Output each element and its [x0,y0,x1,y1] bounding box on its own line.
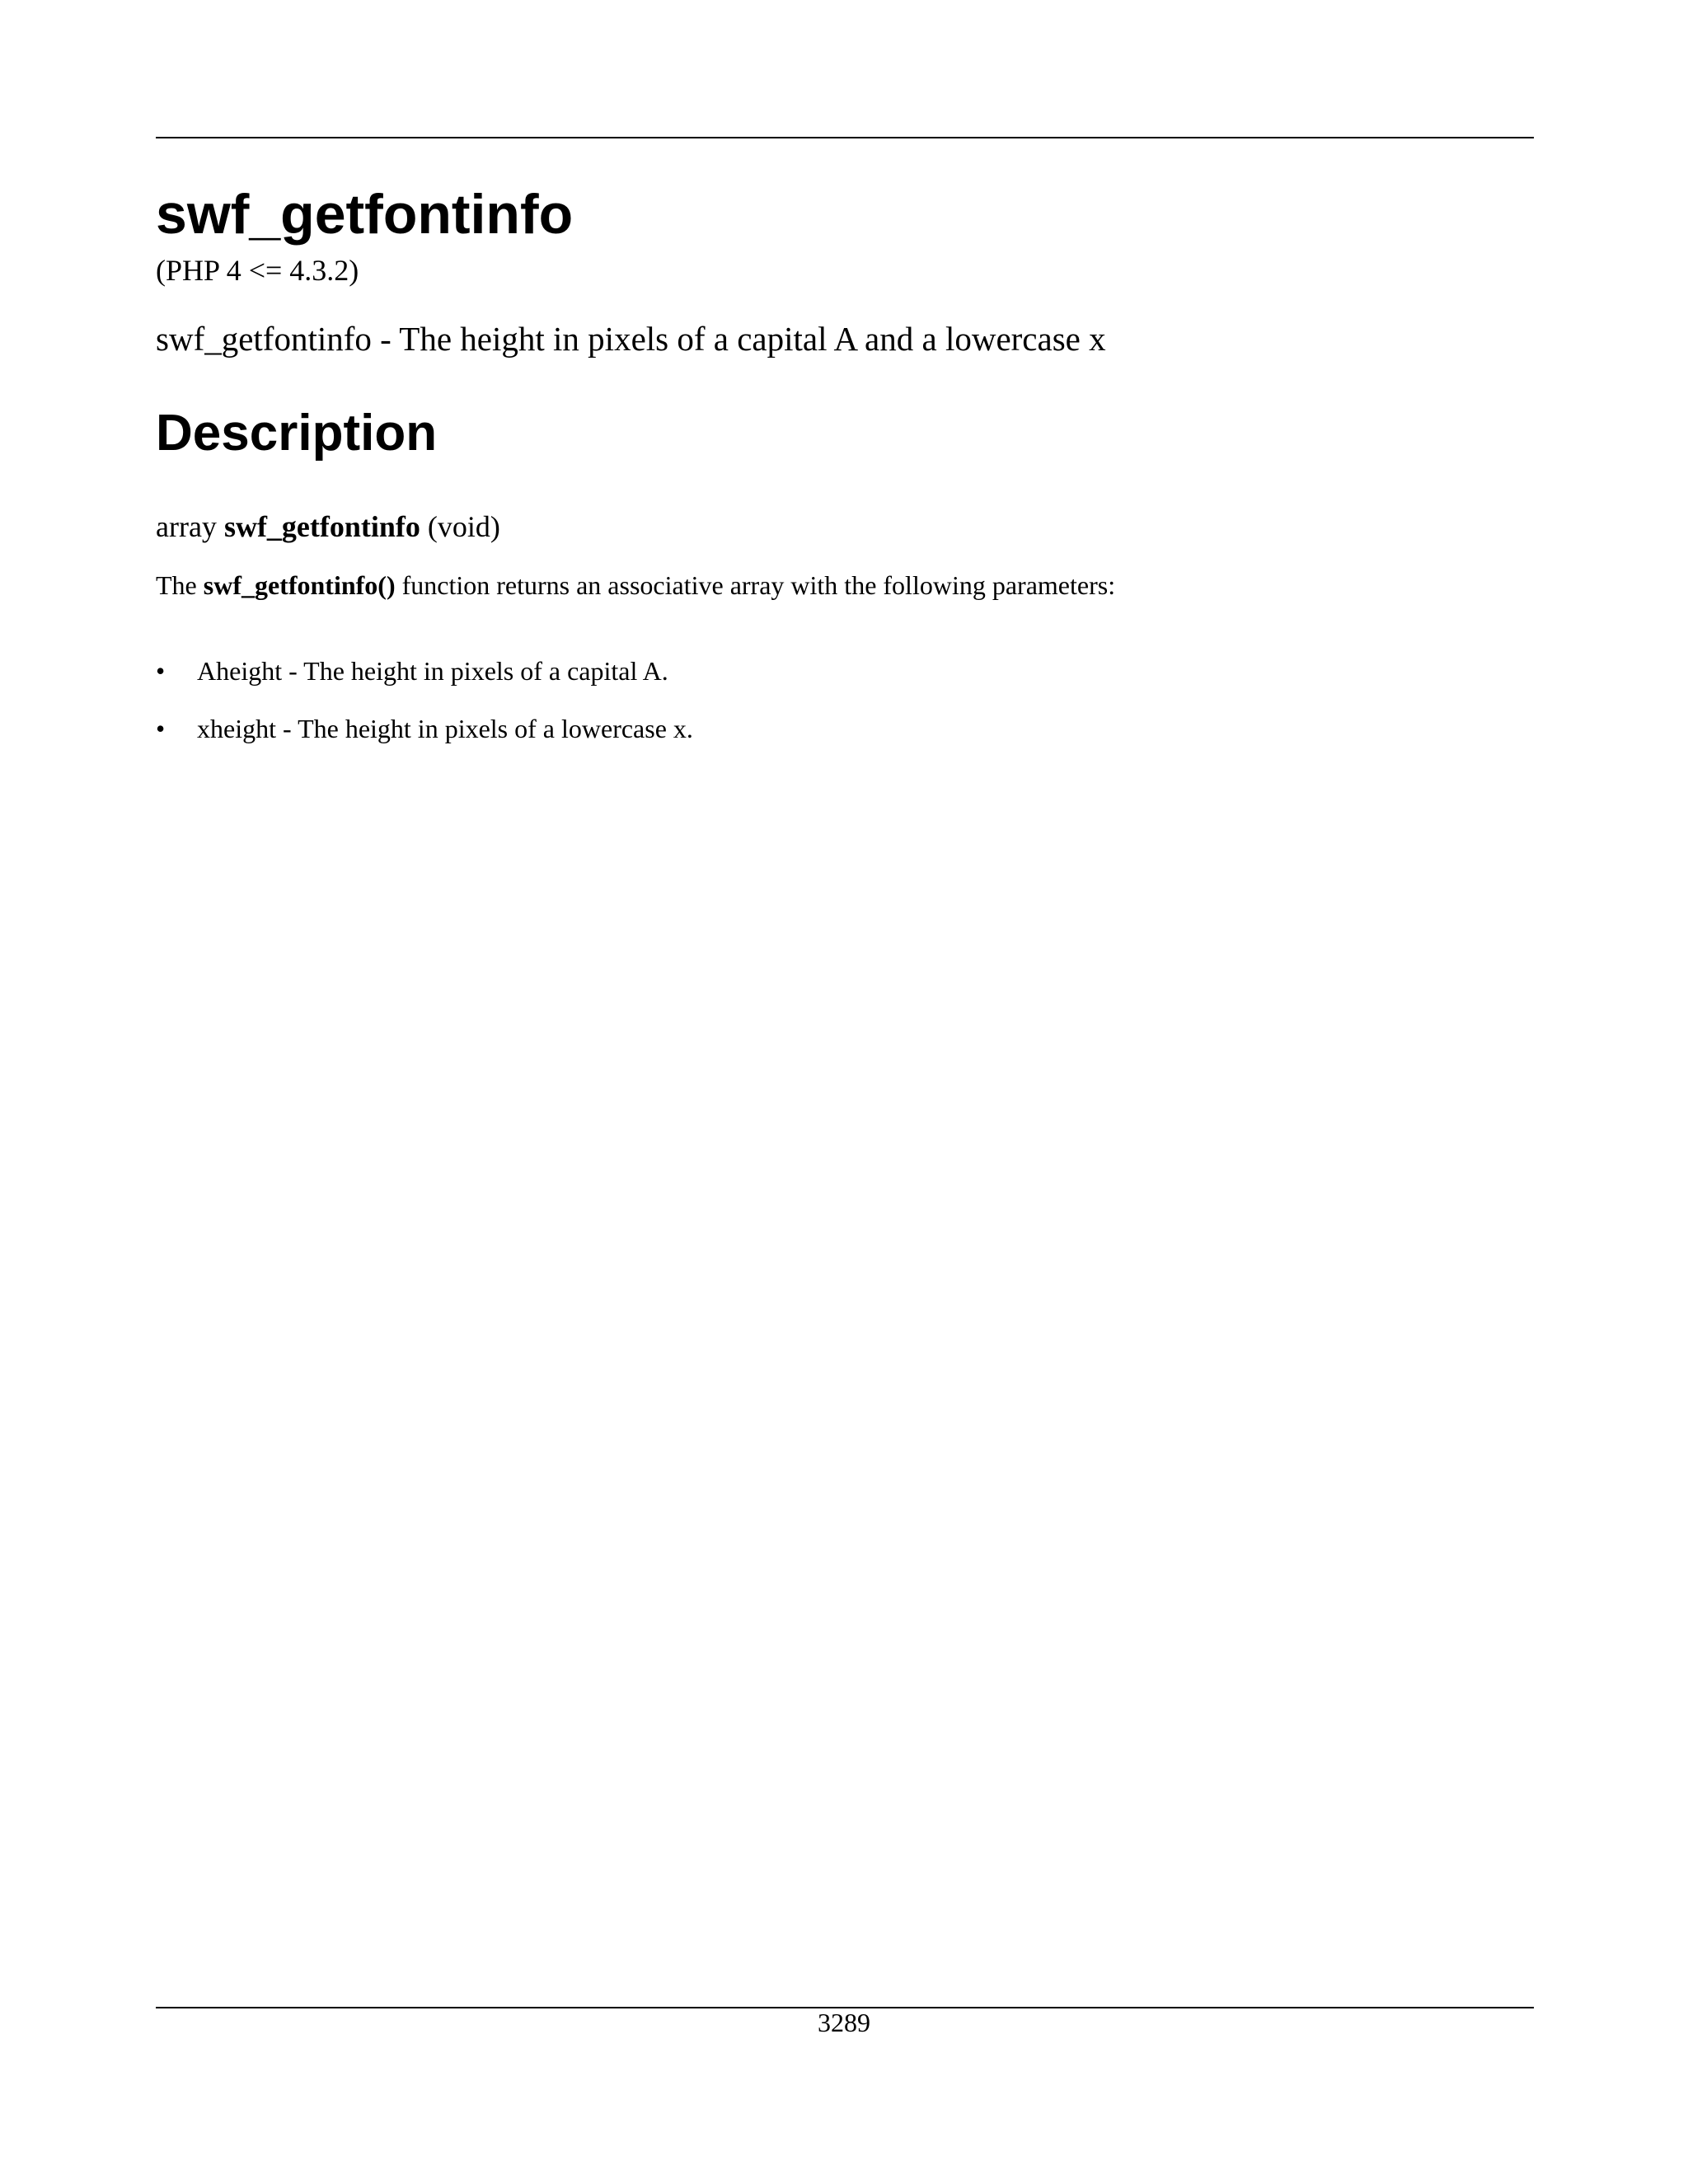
paragraph-rest: function returns an associative array with the following parameters: [401,570,1116,600]
function-name: swf_getfontinfo [223,510,420,543]
function-reference: swf_getfontinfo() [203,570,396,600]
return-type: array [156,510,217,543]
paragraph-lead: The [156,570,197,600]
list-item-text: Aheight - The height in pixels of a capital A. [197,656,668,686]
page-number: 3289 [818,2008,870,2037]
header-rule [156,137,1534,138]
bullet-icon: • [156,656,166,686]
ref-purpose: swf_getfontinfo - The height in pixels of a capital A and a lowercase x [156,320,1106,358]
function-synopsis [156,512,500,541]
version-info: (PHP 4 <= 4.3.2) [156,254,359,287]
section-heading-description: Description [156,405,438,462]
list-item-text: xheight - The height in pixels of a lowercase x. [197,714,693,743]
bullet-icon: • [156,714,166,743]
function-params: (void) [427,510,500,543]
page-title: swf_getfontinfo [156,183,574,246]
description-paragraph [156,572,1115,598]
